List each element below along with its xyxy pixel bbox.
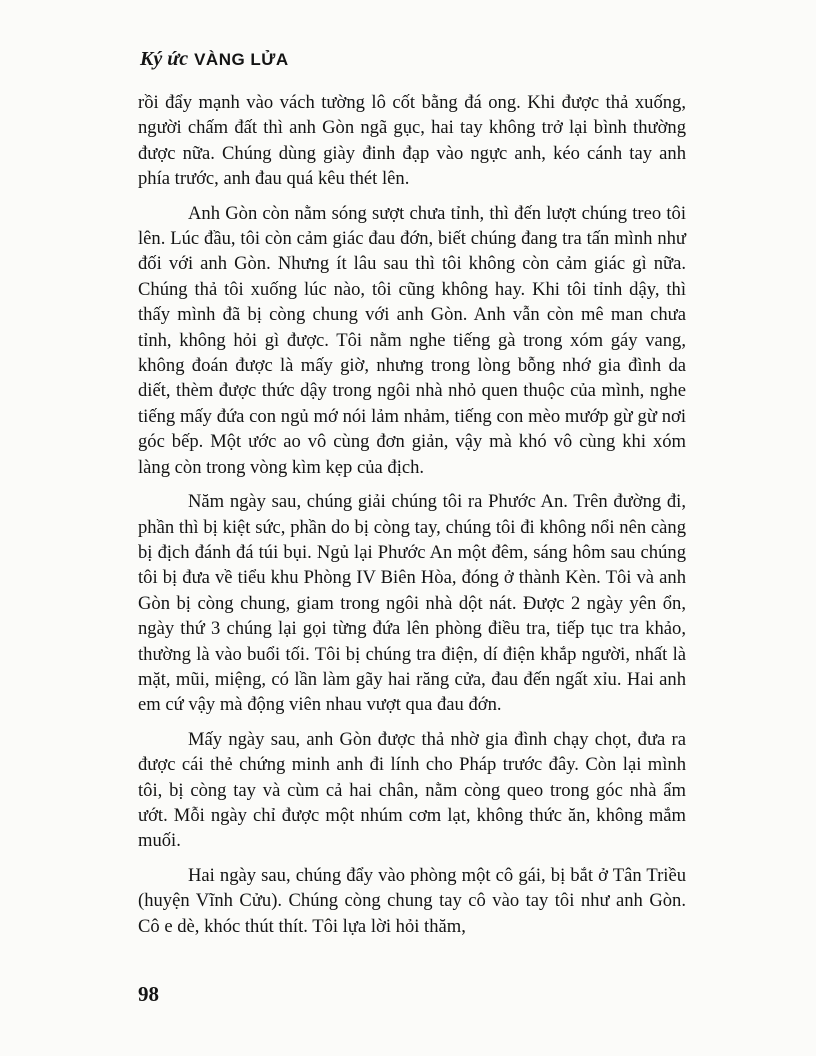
paragraph: rồi đẩy mạnh vào vách tường lô cốt bằng đá ong. Khi được thả xuống, người chấm đất thì anh Gòn ngã gục, hai tay không trở lại bình thường được nữa. Chúng dùng giày đinh đạp vào ngực anh, kéo cánh tay anh phía trước, anh đau quá kêu thét lên. (138, 92, 686, 190)
paragraph: Anh Gòn còn nằm sóng sượt chưa tỉnh, thì đến lượt chúng treo tôi lên. Lúc đầu, tôi còn cảm giác đau đớn, biết chúng đang tra tấn mình như đối với anh Gòn. Nhưng ít lâu sau thì tôi không còn cảm giác gì nữa. Chúng thả tôi xuống lúc nào, tôi cũng không hay. Khi tôi tỉnh dậy, thì thấy mình đã bị còng chung với anh Gòn. Anh vẫn còn mê man chưa tỉnh, không hỏi gì được. Tôi nằm nghe tiếng gà trong xóm gáy vang, không đoán được là mấy giờ, nhưng trong lòng bỗng nhớ gia đình da diết, thèm được thức dậy trong ngôi nhà nhỏ quen thuộc của mình, nghe tiếng mấy đứa con ngủ mớ nói lảm nhảm, tiếng con mèo mướp gừ gừ nơi góc bếp. Một ước ao vô cùng đơn giản, vậy mà khó vô cùng khi xóm làng còn trong vòng kìm kẹp của địch. (138, 202, 686, 478)
running-head (140, 48, 289, 71)
book-title: VÀNG LỬA (194, 50, 289, 69)
running-head-script: Ký ức (140, 48, 189, 70)
paragraph: Hai ngày sau, chúng đẩy vào phòng một cô gái, bị bắt ở Tân Triều (huyện Vĩnh Cửu). Chúng còng chung tay cô vào tay tôi như anh Gòn. Cô e dè, khóc thút thít. Tôi lựa lời hỏi thăm, (138, 864, 686, 937)
paragraph: Mấy ngày sau, anh Gòn được thả nhờ gia đình chạy chọt, đưa ra được cái thẻ chứng minh anh đi lính cho Pháp trước đây. Còn lại mình tôi, bị còng tay và cùm cả hai chân, nằm còng queo trong góc nhà ẩm ướt. Mỗi ngày chỉ được một nhúm cơm lạt, không thức ăn, không mắm muối. (138, 728, 686, 852)
body-text (138, 90, 686, 948)
page-number: 98 (138, 982, 159, 1006)
paragraph: Năm ngày sau, chúng giải chúng tôi ra Phước An. Trên đường đi, phần thì bị kiệt sức, phần do bị còng tay, chúng tôi đi không nổi nên càng bị địch đánh đá túi bụi. Ngủ lại Phước An một đêm, sáng hôm sau chúng tôi bị đưa về tiểu khu Phòng IV Biên Hòa, đóng ở thành Kèn. Tôi và anh Gòn bị còng chung, giam trong ngôi nhà dột nát. Được 2 ngày yên ổn, ngày thứ 3 chúng lại gọi từng đứa lên phòng điều tra, tiếp tục tra khảo, thường là vào buổi tối. Tôi bị chúng tra điện, dí điện khắp người, nhất là mặt, mũi, miệng, có lần làm gãy hai răng cửa, đau đến ngất xỉu. Hai anh em cứ vậy mà động viên nhau vượt qua đau đớn. (138, 491, 686, 716)
